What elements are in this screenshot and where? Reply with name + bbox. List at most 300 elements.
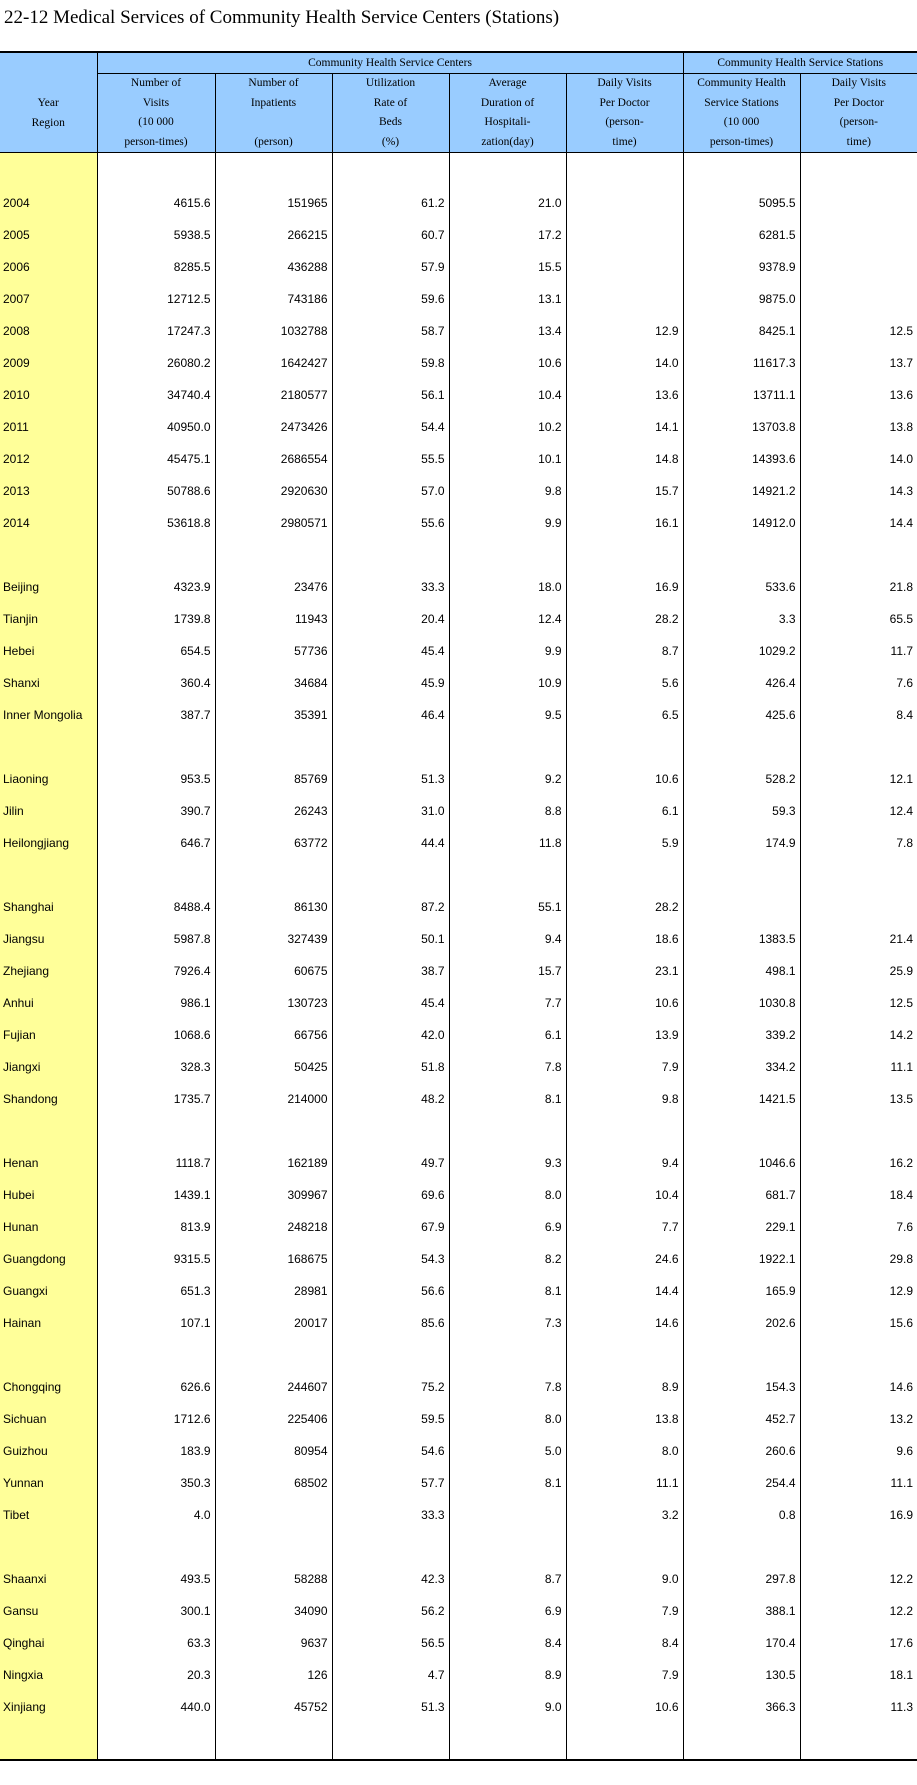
data-cell: 4323.9 [173, 580, 211, 594]
data-cell: 75.2 [332, 1371, 449, 1403]
data-cell: 13.8 [800, 411, 917, 443]
data-cell: 59.6 [332, 283, 449, 315]
data-cell: 9378.9 [683, 251, 800, 283]
data-cell: 15.5 [449, 251, 566, 283]
data-cell: 45.4 [332, 635, 449, 667]
spacer-cell [215, 859, 332, 891]
data-cell: 11.1 [800, 1467, 917, 1499]
table-header [0, 52, 917, 153]
data-cell: 7.7 [449, 987, 566, 1019]
data-cell [566, 219, 683, 251]
data-cell: 12.2 [800, 1595, 917, 1627]
data-cell: 48.2 [332, 1083, 449, 1115]
data-cell: 14.8 [566, 443, 683, 475]
data-cell: 3.2 [566, 1499, 683, 1531]
table-row [0, 1147, 917, 1179]
column-header-line: Duration of [480, 96, 535, 109]
spacer-cell [97, 1339, 215, 1371]
data-cell: 4.7 [332, 1659, 449, 1691]
column-header-line: Community Health [697, 77, 786, 89]
data-cell: 23476 [215, 571, 332, 603]
data-cell: 11617.3 [683, 347, 800, 379]
data-cell [449, 1499, 566, 1531]
data-cell: 15.6 [800, 1307, 917, 1339]
spacer-cell [0, 1723, 97, 1760]
spacer-cell [449, 731, 566, 763]
data-cell: 9.6 [800, 1435, 917, 1467]
data-cell [800, 187, 917, 219]
data-cell: 8.7 [566, 635, 683, 667]
data-cell: 63772 [215, 827, 332, 859]
data-cell: 59.5 [332, 1403, 449, 1435]
table-row [0, 379, 917, 411]
data-cell: 26243 [215, 795, 332, 827]
data-cell: 53618.8 [167, 516, 211, 530]
spacer-row [0, 859, 917, 891]
data-cell: 12.1 [800, 763, 917, 795]
row-label: Gansu [0, 1595, 97, 1627]
data-cell: 67.9 [332, 1211, 449, 1243]
data-cell: 130.5 [683, 1659, 800, 1691]
column-header-line: Service Stations [704, 96, 779, 109]
data-cell: 8.2 [449, 1243, 566, 1275]
data-cell: 6.9 [449, 1211, 566, 1243]
spacer-cell [683, 153, 800, 188]
data-cell: 10.9 [449, 667, 566, 699]
stub-header-year: Year [37, 96, 59, 109]
spacer-cell [566, 731, 683, 763]
table-row [0, 1179, 917, 1211]
data-cell: 9.2 [449, 763, 566, 795]
data-cell: 7.8 [449, 1371, 566, 1403]
data-cell: 18.4 [800, 1179, 917, 1211]
data-cell: 8.4 [449, 1627, 566, 1659]
data-cell: 1118.7 [175, 1156, 211, 1170]
column-header-line: Number of [130, 77, 182, 89]
spacer-cell [683, 1531, 800, 1563]
table-row [0, 1595, 917, 1627]
data-cell: 45.4 [332, 987, 449, 1019]
row-label: 2011 [0, 411, 97, 443]
spacer-cell [215, 731, 332, 763]
data-cell: 12.4 [800, 795, 917, 827]
column-header-line: (person) [254, 135, 293, 148]
data-cell: 651.3 [180, 1284, 211, 1298]
data-cell: 953.5 [180, 772, 211, 786]
data-cell: 12.4 [449, 603, 566, 635]
data-cell: 31.0 [332, 795, 449, 827]
data-cell: 9.4 [566, 1147, 683, 1179]
data-cell: 35391 [215, 699, 332, 731]
table-row [0, 1659, 917, 1691]
data-cell: 6281.5 [683, 219, 800, 251]
row-label: Shanxi [0, 667, 97, 699]
data-cell: 9.5 [449, 699, 566, 731]
data-cell: 327439 [215, 923, 332, 955]
table-row [0, 1403, 917, 1435]
data-cell: 44.4 [332, 827, 449, 859]
data-cell: 66756 [215, 1019, 332, 1051]
row-label: Shandong [0, 1083, 97, 1115]
data-cell: 55.5 [332, 443, 449, 475]
data-cell: 9.3 [449, 1147, 566, 1179]
spacer-cell [566, 1115, 683, 1147]
data-cell: 498.1 [683, 955, 800, 987]
data-cell: 360.4 [180, 676, 211, 690]
data-cell: 10.6 [566, 763, 683, 795]
data-cell: 10.6 [566, 987, 683, 1019]
data-cell: 174.9 [683, 827, 800, 859]
data-cell: 266215 [215, 219, 332, 251]
data-cell: 12.9 [800, 1275, 917, 1307]
column-header-line: (10 000 [138, 116, 174, 128]
table-row [0, 603, 917, 635]
data-cell: 65.5 [800, 603, 917, 635]
row-label: 2012 [0, 443, 97, 475]
data-cell: 646.7 [180, 836, 211, 850]
data-cell: 20.4 [332, 603, 449, 635]
data-cell: 51.8 [332, 1051, 449, 1083]
data-cell: 5938.5 [173, 228, 211, 242]
data-cell: 11.1 [566, 1467, 683, 1499]
row-label: Hainan [0, 1307, 97, 1339]
table-row [0, 635, 917, 667]
data-cell [566, 283, 683, 315]
data-cell: 1068.6 [173, 1028, 211, 1042]
stub-header-region: Region [31, 116, 65, 129]
data-cell: 225406 [215, 1403, 332, 1435]
data-cell: 9.9 [449, 635, 566, 667]
data-cell: 54.6 [332, 1435, 449, 1467]
data-cell: 59.8 [332, 347, 449, 379]
data-cell: 14.0 [566, 347, 683, 379]
table-row [0, 219, 917, 251]
data-cell: 4615.6 [173, 196, 211, 210]
data-cell: 1922.1 [683, 1243, 800, 1275]
spacer-cell [0, 731, 97, 763]
data-cell: 57.9 [332, 251, 449, 283]
data-cell: 23.1 [566, 955, 683, 987]
table-row [0, 1083, 917, 1115]
column-header-line: (person- [839, 116, 878, 128]
data-cell: 9315.5 [173, 1252, 211, 1266]
data-cell: 8.1 [449, 1467, 566, 1499]
data-cell: 13711.1 [683, 379, 800, 411]
data-cell: 388.1 [683, 1595, 800, 1627]
data-cell: 13703.8 [683, 411, 800, 443]
data-cell: 28.2 [566, 891, 683, 923]
column-header-line: Per Doctor [599, 96, 650, 109]
data-cell: 16.9 [566, 571, 683, 603]
column-header-line: Inpatients [250, 96, 297, 109]
data-cell: 681.7 [683, 1179, 800, 1211]
data-cell: 0.8 [683, 1499, 800, 1531]
spacer-cell [215, 1531, 332, 1563]
column-header-line: Number of [248, 77, 299, 89]
data-cell: 1439.1 [173, 1188, 211, 1202]
spacer-cell [683, 1723, 800, 1760]
row-label: Hunan [0, 1211, 97, 1243]
data-cell: 248218 [215, 1211, 332, 1243]
table-row [0, 891, 917, 923]
data-cell [566, 251, 683, 283]
data-cell: 2980571 [215, 507, 332, 539]
table-row [0, 1467, 917, 1499]
data-cell: 14.4 [566, 1275, 683, 1307]
row-label: Heilongjiang [0, 827, 97, 859]
data-cell: 46.4 [332, 699, 449, 731]
row-label: Ningxia [0, 1659, 97, 1691]
data-cell: 5.6 [566, 667, 683, 699]
data-cell: 8.1 [449, 1083, 566, 1115]
data-cell: 56.1 [332, 379, 449, 411]
row-label: Shanghai [0, 891, 97, 923]
data-cell: 28.2 [566, 603, 683, 635]
data-cell: 528.2 [683, 763, 800, 795]
data-cell: 426.4 [683, 667, 800, 699]
data-cell: 162189 [215, 1147, 332, 1179]
data-cell: 2473426 [215, 411, 332, 443]
data-cell: 9.9 [449, 507, 566, 539]
spacer-row [0, 1723, 917, 1760]
table-row [0, 1563, 917, 1595]
row-label: Jiangxi [0, 1051, 97, 1083]
data-cell: 14.6 [566, 1307, 683, 1339]
data-cell: 85769 [215, 763, 332, 795]
data-cell: 7.6 [800, 667, 917, 699]
data-cell: 16.1 [566, 507, 683, 539]
table-row [0, 1243, 917, 1275]
spacer-cell [0, 539, 97, 571]
column-header-line: Average [488, 77, 527, 89]
row-label: 2006 [0, 251, 97, 283]
data-cell: 57.7 [332, 1467, 449, 1499]
column-header [800, 74, 917, 153]
data-cell: 24.6 [566, 1243, 683, 1275]
spacer-cell [97, 859, 215, 891]
spacer-cell [332, 539, 449, 571]
data-cell: 254.4 [683, 1467, 800, 1499]
data-cell: 54.4 [332, 411, 449, 443]
data-cell: 8.4 [800, 699, 917, 731]
spacer-cell [0, 1339, 97, 1371]
data-cell: 8488.4 [173, 900, 211, 914]
spacer-cell [332, 859, 449, 891]
data-cell: 11.7 [800, 635, 917, 667]
data-cell: 55.1 [449, 891, 566, 923]
data-cell: 9.0 [566, 1563, 683, 1595]
row-label: 2014 [0, 507, 97, 539]
spacer-cell [0, 153, 97, 188]
column-header-line: person-times) [124, 135, 188, 148]
data-cell: 813.9 [180, 1220, 211, 1234]
data-cell: 9875.0 [683, 283, 800, 315]
table-row [0, 987, 917, 1019]
group-header-centers: Community Health Service Centers [97, 52, 683, 74]
spacer-cell [332, 1531, 449, 1563]
data-cell: 387.7 [180, 708, 211, 722]
data-cell: 7.9 [566, 1659, 683, 1691]
data-cell: 17247.3 [167, 324, 211, 338]
data-cell: 69.6 [332, 1179, 449, 1211]
row-label: Yunnan [0, 1467, 97, 1499]
data-cell: 34740.4 [167, 388, 211, 402]
row-label: 2010 [0, 379, 97, 411]
table-row [0, 475, 917, 507]
data-cell: 34684 [215, 667, 332, 699]
spacer-cell [800, 1339, 917, 1371]
column-header-line: (person- [605, 116, 644, 128]
data-cell: 8425.1 [683, 315, 800, 347]
table-row [0, 347, 917, 379]
column-header-line: (%) [381, 135, 400, 148]
data-cell: 350.3 [180, 1476, 211, 1490]
data-cell: 8.9 [566, 1371, 683, 1403]
data-cell: 1032788 [215, 315, 332, 347]
data-cell: 50.1 [332, 923, 449, 955]
data-cell: 14.3 [800, 475, 917, 507]
data-cell: 168675 [215, 1243, 332, 1275]
data-cell: 130723 [215, 987, 332, 1019]
data-cell: 183.9 [180, 1444, 211, 1458]
spacer-row [0, 1339, 917, 1371]
data-cell: 11.3 [800, 1691, 917, 1723]
data-cell: 6.1 [449, 1019, 566, 1051]
data-cell: 50425 [215, 1051, 332, 1083]
spacer-cell [449, 539, 566, 571]
column-header-line: Rate of [373, 96, 408, 109]
data-cell: 1642427 [215, 347, 332, 379]
data-cell [566, 187, 683, 219]
data-cell: 33.3 [332, 1499, 449, 1531]
data-cell: 17.2 [449, 219, 566, 251]
data-cell: 6.5 [566, 699, 683, 731]
data-cell: 60675 [215, 955, 332, 987]
data-cell: 214000 [215, 1083, 332, 1115]
data-cell [800, 219, 917, 251]
spacer-cell [97, 1531, 215, 1563]
row-label: Tibet [0, 1499, 97, 1531]
data-cell [800, 283, 917, 315]
column-header-line: Utilization [365, 77, 416, 89]
data-cell: 8.4 [566, 1627, 683, 1659]
spacer-cell [97, 539, 215, 571]
spacer-cell [332, 731, 449, 763]
data-cell: 13.7 [800, 347, 917, 379]
row-label: Chongqing [0, 1371, 97, 1403]
data-cell [800, 891, 917, 923]
data-cell: 21.0 [449, 187, 566, 219]
row-label: Shaanxi [0, 1563, 97, 1595]
data-cell: 10.6 [449, 347, 566, 379]
data-cell: 14393.6 [683, 443, 800, 475]
spacer-cell [800, 1115, 917, 1147]
data-cell: 8.1 [449, 1275, 566, 1307]
data-cell: 14.6 [800, 1371, 917, 1403]
spacer-cell [332, 1115, 449, 1147]
data-cell: 366.3 [683, 1691, 800, 1723]
data-cell: 2180577 [215, 379, 332, 411]
data-cell: 57736 [215, 635, 332, 667]
data-cell: 21.4 [800, 923, 917, 955]
data-cell: 1739.8 [173, 612, 211, 626]
data-cell: 7.9 [566, 1595, 683, 1627]
data-cell: 6.1 [566, 795, 683, 827]
spacer-cell [566, 1723, 683, 1760]
data-cell: 339.2 [683, 1019, 800, 1051]
spacer-cell [0, 859, 97, 891]
data-cell: 107.1 [180, 1316, 211, 1330]
data-cell: 9637 [215, 1627, 332, 1659]
table-row [0, 667, 917, 699]
table-body [0, 153, 917, 1761]
table-row [0, 251, 917, 283]
spacer-cell [449, 1339, 566, 1371]
data-cell: 12.5 [800, 315, 917, 347]
row-label: Jilin [0, 795, 97, 827]
data-cell: 7.8 [449, 1051, 566, 1083]
table-row [0, 315, 917, 347]
data-cell: 440.0 [180, 1700, 211, 1714]
data-cell: 13.4 [449, 315, 566, 347]
data-cell: 50788.6 [167, 484, 211, 498]
column-header-line: Beds [379, 116, 402, 128]
data-cell: 7.8 [800, 827, 917, 859]
spacer-row [0, 1115, 917, 1147]
data-cell: 8285.5 [173, 260, 211, 274]
data-cell: 80954 [215, 1435, 332, 1467]
data-cell: 151965 [215, 187, 332, 219]
data-cell: 42.0 [332, 1019, 449, 1051]
data-cell: 10.4 [449, 379, 566, 411]
spacer-cell [566, 539, 683, 571]
spacer-cell [215, 539, 332, 571]
data-cell [683, 891, 800, 923]
data-cell: 14921.2 [683, 475, 800, 507]
data-cell: 38.7 [332, 955, 449, 987]
data-cell: 6.9 [449, 1595, 566, 1627]
data-cell: 55.6 [332, 507, 449, 539]
spacer-cell [449, 1531, 566, 1563]
data-cell: 56.6 [332, 1275, 449, 1307]
data-cell: 45.9 [332, 667, 449, 699]
spacer-cell [332, 153, 449, 188]
spacer-cell [683, 1339, 800, 1371]
data-cell: 16.2 [800, 1147, 917, 1179]
spacer-cell [97, 1115, 215, 1147]
data-cell: 51.3 [332, 1691, 449, 1723]
data-cell: 45475.1 [167, 452, 211, 466]
data-cell: 8.0 [449, 1403, 566, 1435]
table-row [0, 411, 917, 443]
data-cell: 309967 [215, 1179, 332, 1211]
column-header [449, 74, 566, 153]
row-label: Tianjin [0, 603, 97, 635]
row-label: 2009 [0, 347, 97, 379]
spacer-cell [332, 1723, 449, 1760]
table-row [0, 1499, 917, 1531]
data-cell: 14.0 [800, 443, 917, 475]
table-row [0, 955, 917, 987]
table-row [0, 1019, 917, 1051]
data-cell: 10.6 [566, 1691, 683, 1723]
data-cell: 40950.0 [167, 420, 211, 434]
data-cell: 1029.2 [683, 635, 800, 667]
data-cell: 57.0 [332, 475, 449, 507]
data-cell: 13.5 [800, 1083, 917, 1115]
table-row [0, 1307, 917, 1339]
data-cell: 86130 [215, 891, 332, 923]
